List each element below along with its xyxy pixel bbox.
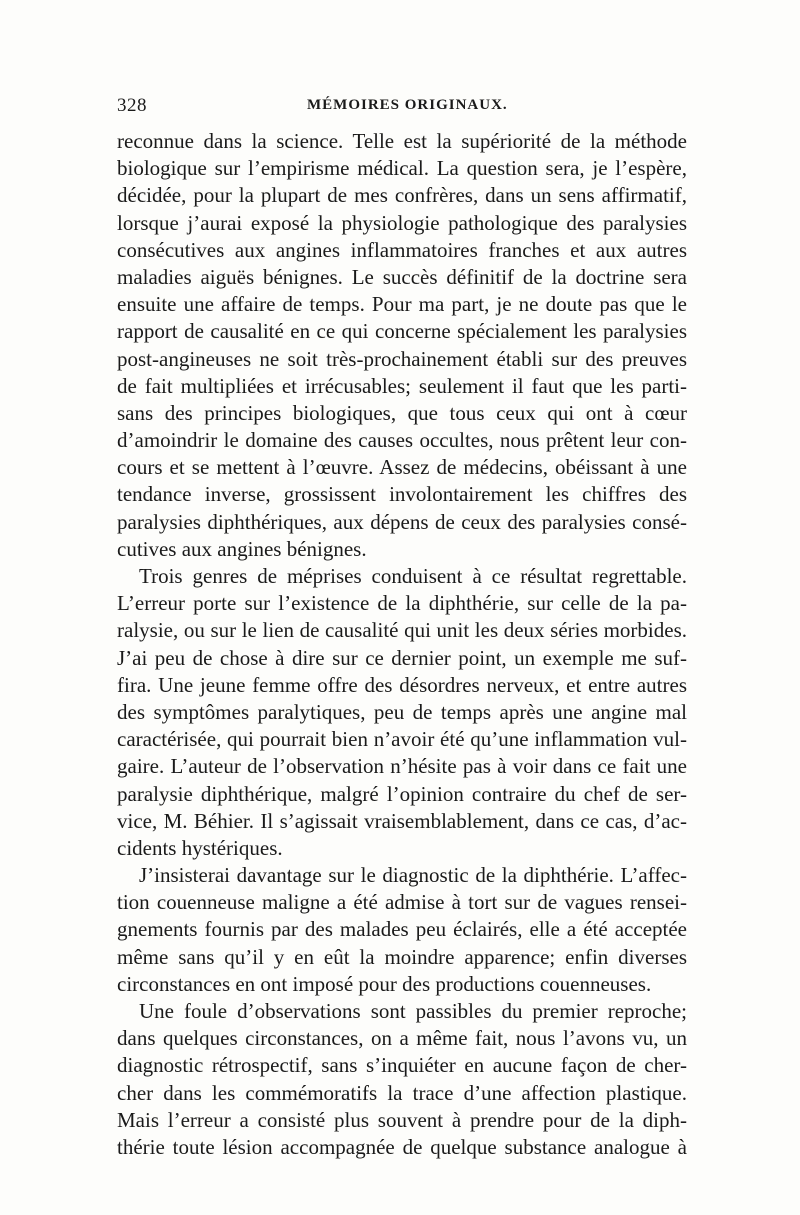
text-line: d’amoindrir le domaine des causes occultes, nous prêtent leur con- bbox=[117, 428, 687, 453]
text-line: cher dans les commémoratifs la trace d’une affection plastique. bbox=[117, 1080, 687, 1105]
text-line: paralysie diphthérique, malgré l’opinion contraire du chef de ser- bbox=[117, 781, 687, 806]
text-line: J’ai peu de chose à dire sur ce dernier point, un exemple me suf- bbox=[117, 645, 687, 670]
page-number: 328 bbox=[117, 95, 147, 116]
text-line: rapport de causalité en ce qui concerne spécialement les paralysies bbox=[117, 319, 687, 344]
running-head bbox=[117, 95, 687, 125]
text-line: J’insisterai davantage sur le diagnostic de la diphthérie. L’affec- bbox=[139, 863, 687, 888]
text-line: maladies aiguës bénignes. Le succès définitif de la doctrine sera bbox=[117, 264, 687, 289]
text-line: consécutives aux angines inflammatoires franches et aux autres bbox=[117, 237, 687, 262]
text-line: vice, M. Béhier. Il s’agissait vraisemblablement, dans ce cas, d’ac- bbox=[117, 808, 687, 833]
text-line: Mais l’erreur a consisté plus souvent à prendre pour de la diph- bbox=[117, 1107, 687, 1132]
text-line: sans des principes biologiques, que tous ceux qui ont à cœur bbox=[117, 400, 687, 425]
text-line: reconnue dans la science. Telle est la supériorité de la méthode bbox=[117, 129, 687, 153]
text-line: biologique sur l’empirisme médical. La question sera, je l’espère, bbox=[117, 156, 687, 181]
text-line: cidents hystériques. bbox=[117, 835, 283, 860]
text-line: paralysies diphthériques, aux dépens de ceux des paralysies consé- bbox=[117, 509, 687, 534]
text-line: ralysie, ou sur le lien de causalité qui unit les deux séries morbides. bbox=[117, 618, 687, 643]
text-line: post-angineuses ne soit très-prochainement établi sur des preuves bbox=[117, 346, 687, 371]
running-title: MÉMOIRES ORIGINAUX. bbox=[307, 97, 508, 113]
text-line: ensuite une affaire de temps. Pour ma part, je ne doute pas que le bbox=[117, 292, 687, 317]
body-text bbox=[117, 128, 687, 1161]
text-line: gnements fournis par des malades peu éclairés, elle a été acceptée bbox=[117, 917, 687, 942]
text-line: dans quelques circonstances, on a même fait, nous l’avons vu, un bbox=[117, 1026, 687, 1051]
text-line: thérie toute lésion accompagnée de quelque substance analogue à bbox=[117, 1134, 687, 1159]
text-line: gaire. L’auteur de l’observation n’hésite pas à voir dans ce fait une bbox=[117, 754, 687, 779]
text-line: Une foule d’observations sont passibles du premier reproche; bbox=[139, 999, 687, 1023]
text-line: circonstances en ont imposé pour des productions couenneuses. bbox=[117, 971, 652, 996]
text-line: cours et se mettent à l’œuvre. Assez de médecins, obéissant à une bbox=[117, 455, 687, 480]
text-line: tion couenneuse maligne a été admise à tort sur de vagues rensei- bbox=[117, 890, 687, 915]
text-line: lorsque j’aurai exposé la physiologie pathologique des paralysies bbox=[117, 210, 687, 235]
text-line: diagnostic rétrospectif, sans s’inquiéter en aucune façon de cher- bbox=[117, 1053, 687, 1078]
text-line: caractérisée, qui pourrait bien n’avoir été qu’une inflammation vul- bbox=[117, 727, 687, 752]
text-line: fira. Une jeune femme offre des désordres nerveux, et entre autres bbox=[117, 672, 687, 697]
text-line: même sans qu’il y en eût la moindre apparence; enfin diverses bbox=[117, 944, 687, 969]
text-line: de fait multipliées et irrécusables; seulement il faut que les parti- bbox=[117, 373, 687, 398]
text-line: des symptômes paralytiques, peu de temps après une angine mal bbox=[117, 699, 687, 724]
text-line: tendance inverse, grossissent involontairement les chiffres des bbox=[117, 482, 687, 507]
text-line: cutives aux angines bénignes. bbox=[117, 536, 367, 561]
text-line: décidée, pour la plupart de mes confrères, dans un sens affirmatif, bbox=[117, 183, 687, 208]
text-line: Trois genres de méprises conduisent à ce résultat regrettable. bbox=[139, 564, 687, 588]
text-line: L’erreur porte sur l’existence de la diphthérie, sur celle de la pa- bbox=[117, 591, 687, 616]
